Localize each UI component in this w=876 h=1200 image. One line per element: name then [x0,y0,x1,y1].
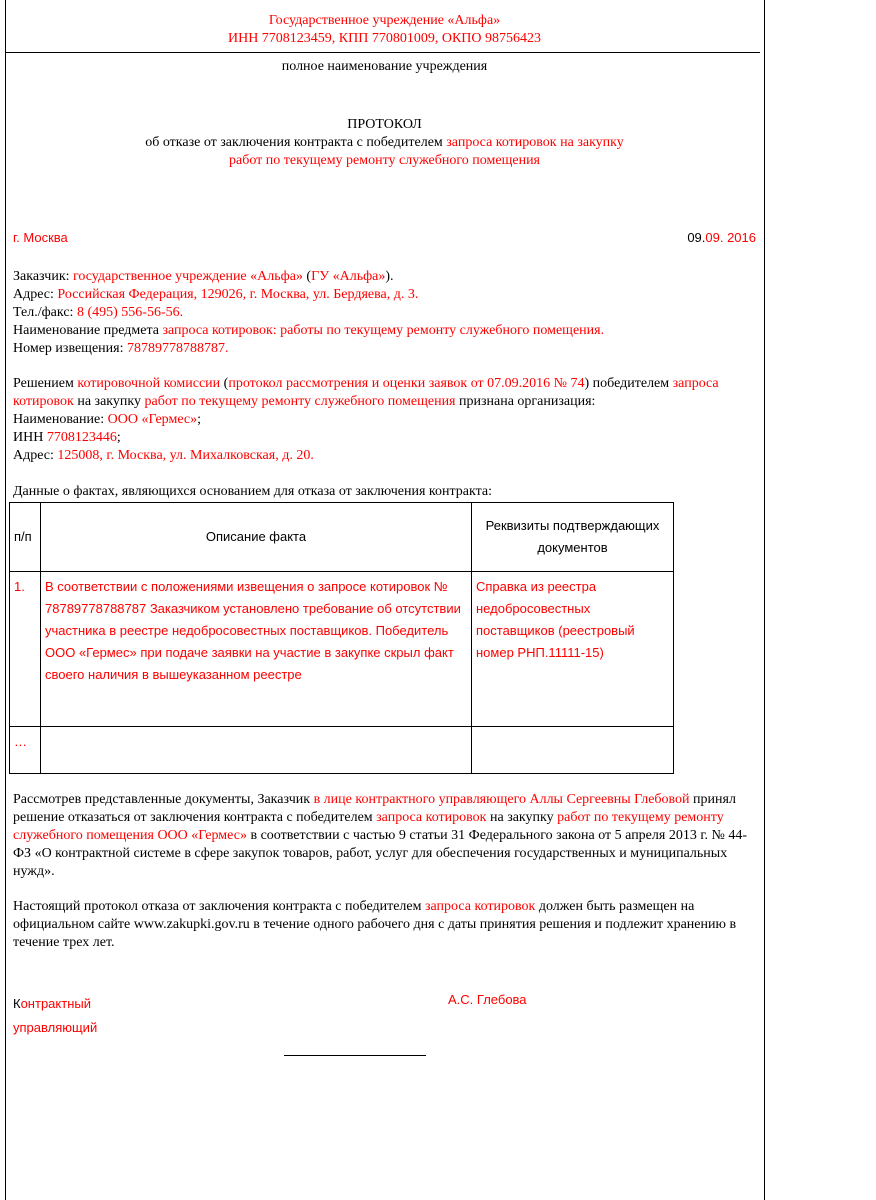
organization-codes: ИНН 7708123459, КПП 770801009, ОКПО 98756423 [227,31,542,46]
full-name-caption: полное наименование учреждения [281,59,488,74]
fact-document: Справка из реестра недобросовестных поставщиков (реестровый номер РНП.11111-15) [472,572,674,727]
customer-address: Адрес: Российская Федерация, 129026, г. Москва, ул. Бердяева, д. 3. [13,287,419,302]
protocol-title [5,116,764,170]
col-header-documents: Реквизиты подтверждающих документов [472,503,674,572]
organization-header [5,12,764,48]
city: г. Москва [13,230,68,245]
customer-phone: Тел./факс: 8 (495) 556-56-56. [13,305,184,320]
row-number: … [10,727,41,774]
organization-name: Государственное учреждение «Альфа» [268,13,501,28]
fact-document [472,727,674,774]
col-header-number: п/п [10,503,41,572]
fact-description [41,727,472,774]
header-underline [5,52,760,53]
winner-address: Адрес: 125008, г. Москва, ул. Михалковская, д. 20. [13,448,314,463]
customer-info [13,268,758,358]
facts-intro: Данные о фактах, являющихся основанием для отказа от заключения контракта: [13,484,492,499]
signer-name: А.С. Глебова [448,992,527,1007]
winner-info [13,375,758,465]
winner-decision: Решением котировочной комиссии (протокол рассмотрения и оценки заявок от 07.09.2016 № 74) победителем запроса котировок на закупку работ по текущему ремонту служебного помещения признана организация: [13,376,719,409]
notice-number: Номер извещения: 78789778788787. [13,341,229,356]
table-header-row [10,503,674,572]
protocol-date: 09.09. 2016 [687,230,756,245]
procurement-subject: Наименование предмета запроса котировок: работы по текущему ремонту служебного помещения. [13,323,605,338]
row-number: 1. [10,572,41,727]
protocol-subtitle-line1: об отказе от заключения контракта с победителем запроса котировок на закупку [145,135,624,150]
protocol-heading: ПРОТОКОЛ [347,117,422,132]
table-row [10,572,674,727]
table-row [10,727,674,774]
fact-description: В соответствии с положениями извещения о запросе котировок № 78789778788787 Заказчиком установлено требование об отсутствии участника в реестре недобросовестных поставщиков. Победитель ООО «Гермес» при подаче заявки на участие в закупке скрыл факт своего наличия в вышеуказанном реестре [41,572,472,727]
winner-inn: ИНН 7708123446; [13,430,121,445]
facts-table [9,502,674,774]
publication-paragraph: Настоящий протокол отказа от заключения контракта с победителем запроса котировок должен быть размещен на официальном сайте www.zakupki.gov.ru в течение одного рабочего дня с даты принятия решения и подлежит хранению в течение трех лет. [13,899,737,950]
left-border-line [5,0,6,1200]
winner-name: Наименование: ООО «Гермес»; [13,412,201,427]
signature-line [284,1055,426,1056]
conclusion-paragraph: Рассмотрев представленные документы, Заказчик в лице контрактного управляющего Аллы Сергеевны Глебовой принял решение отказаться от заключения контракта с победителем запроса котировок на закупку работ по текущему ремонту служебного помещения ООО «Гермес» в соответствии с частью 9 статьи 31 Федерального закона от 5 апреля 2013 г. № 44-ФЗ «О контрактной системе в сфере закупок товаров, работ, услуг для обеспечения государственных и муниципальных нужд». [13,792,748,879]
customer-line: Заказчик: государственное учреждение «Альфа» (ГУ «Альфа»). [13,269,394,284]
signer-role: Контрактный управляющий [13,996,98,1035]
col-header-description: Описание факта [41,503,472,572]
protocol-subtitle-line2: работ по текущему ремонту служебного помещения [229,153,540,168]
right-border-line [764,0,765,1200]
